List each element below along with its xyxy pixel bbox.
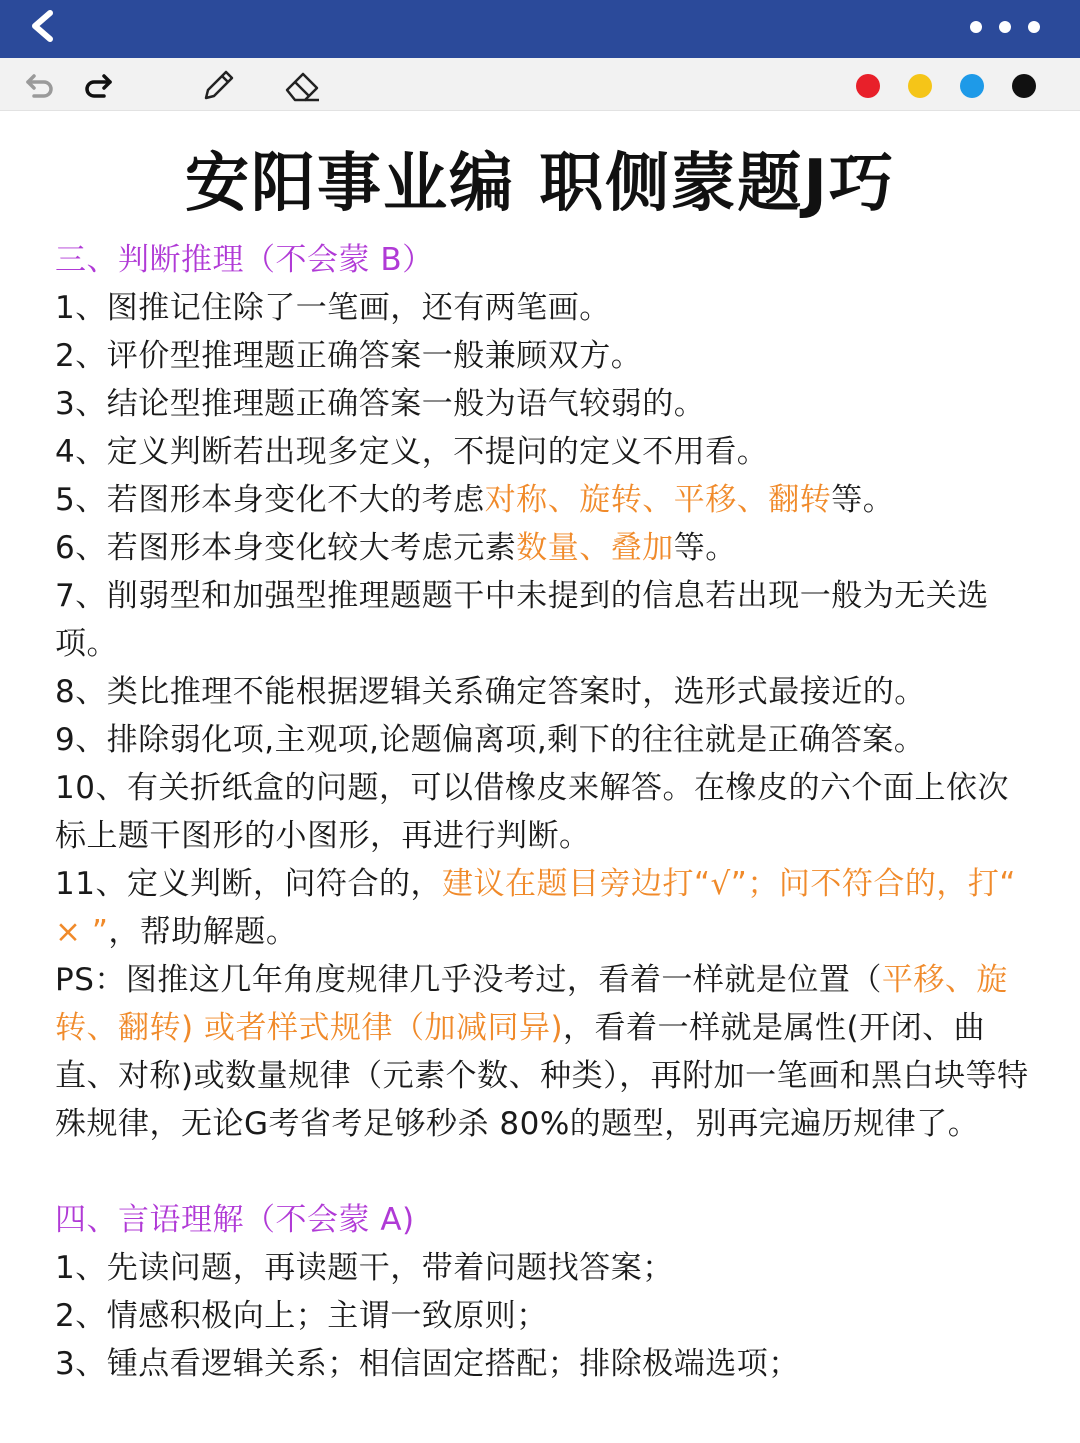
list-item bbox=[55, 524, 1035, 572]
item-text: ，看着一样就是属性(开闭、曲直、对称)或数量规律（元素个数、种类），再附加一笔画和黑白块等特殊规律，无论G考省考足够秒杀 80%的题型，别再完遍历规律了。 bbox=[55, 1010, 1029, 1142]
list-item bbox=[55, 476, 1035, 524]
item-text: 等。 bbox=[831, 482, 895, 518]
list-item: 10、有关折纸盒的问题，可以借橡皮来解答。在橡皮的六个面上依次标上题干图形的小图形，再进行判断。 bbox=[55, 770, 1009, 854]
highlight-text: 平移、旋转、翻转) 或者样式规律（加减同异) bbox=[55, 962, 1008, 1046]
chevron-left-icon bbox=[28, 10, 56, 42]
list-item: 8、类比推理不能根据逻辑关系确定答案时，选形式最接近的。 bbox=[55, 674, 926, 710]
spacer bbox=[55, 1148, 1035, 1196]
color-black-swatch[interactable] bbox=[1012, 74, 1036, 98]
list-item: 1、先读问题，再读题干，带着问题找答案； bbox=[55, 1250, 674, 1286]
section-heading: 三、判断推理（不会蒙 B） bbox=[55, 242, 434, 278]
page-title: 安阳事业编 职侧蒙题J巧 bbox=[184, 147, 896, 221]
item-text: 11、定义判断，问符合的， bbox=[55, 866, 442, 902]
more-dot bbox=[999, 21, 1011, 33]
list-item: 2、评价型推理题正确答案一般兼顾双方。 bbox=[55, 338, 643, 374]
undo-button[interactable] bbox=[20, 66, 60, 106]
eraser-icon bbox=[283, 68, 321, 104]
eraser-tool-button[interactable] bbox=[282, 66, 322, 106]
list-item: 9、排除弱化项,主观项,论题偏离项,剩下的往往就是正确答案。 bbox=[55, 722, 926, 758]
item-text: 5、若图形本身变化不大的考虑 bbox=[55, 482, 485, 518]
list-item: 7、削弱型和加强型推理题题干中未提到的信息若出现一般为无关选项。 bbox=[55, 578, 989, 662]
highlight-text: 建议在题目旁边打“√”；问不符合的，打“ × ” bbox=[55, 866, 1016, 950]
highlight-text: 数量、叠加 bbox=[516, 530, 674, 566]
pencil-icon bbox=[200, 68, 236, 104]
item-text: 6、若图形本身变化较大考虑元素 bbox=[55, 530, 517, 566]
list-item: 3、结论型推理题正确答案一般为语气较弱的。 bbox=[55, 386, 706, 422]
section-heading: 四、言语理解（不会蒙 A) bbox=[55, 1202, 415, 1238]
item-text: ，帮助解题。 bbox=[108, 914, 298, 950]
list-item: 1、图推记住除了一笔画，还有两笔画。 bbox=[55, 290, 611, 326]
highlight-text: 对称、旋转、平移、翻转 bbox=[484, 482, 832, 518]
more-options-button[interactable] bbox=[970, 12, 1040, 42]
color-yellow-swatch[interactable] bbox=[908, 74, 932, 98]
color-blue-swatch[interactable] bbox=[960, 74, 984, 98]
undo-icon bbox=[24, 72, 56, 100]
list-item: 2、情感积极向上；主谓一致原则； bbox=[55, 1298, 548, 1334]
item-text: PS：图推这几年角度规律几乎没考过，看着一样就是位置（ bbox=[55, 962, 882, 998]
redo-icon bbox=[82, 72, 114, 100]
more-dot bbox=[1028, 21, 1040, 33]
list-item: 3、锺点看逻辑关系；相信固定搭配；排除极端选项； bbox=[55, 1346, 800, 1382]
more-dots-icon bbox=[970, 21, 982, 33]
item-text: 等。 bbox=[673, 530, 737, 566]
list-item bbox=[55, 860, 1035, 956]
color-red-swatch[interactable] bbox=[856, 74, 880, 98]
top-nav-bar bbox=[0, 0, 1080, 58]
list-item: 4、定义判断若出现多定义，不提问的定义不用看。 bbox=[55, 434, 769, 470]
note-content bbox=[55, 236, 1035, 1388]
back-button[interactable] bbox=[22, 6, 62, 46]
pencil-tool-button[interactable] bbox=[198, 66, 238, 106]
ps-note bbox=[55, 956, 1035, 1148]
redo-button[interactable] bbox=[78, 66, 118, 106]
